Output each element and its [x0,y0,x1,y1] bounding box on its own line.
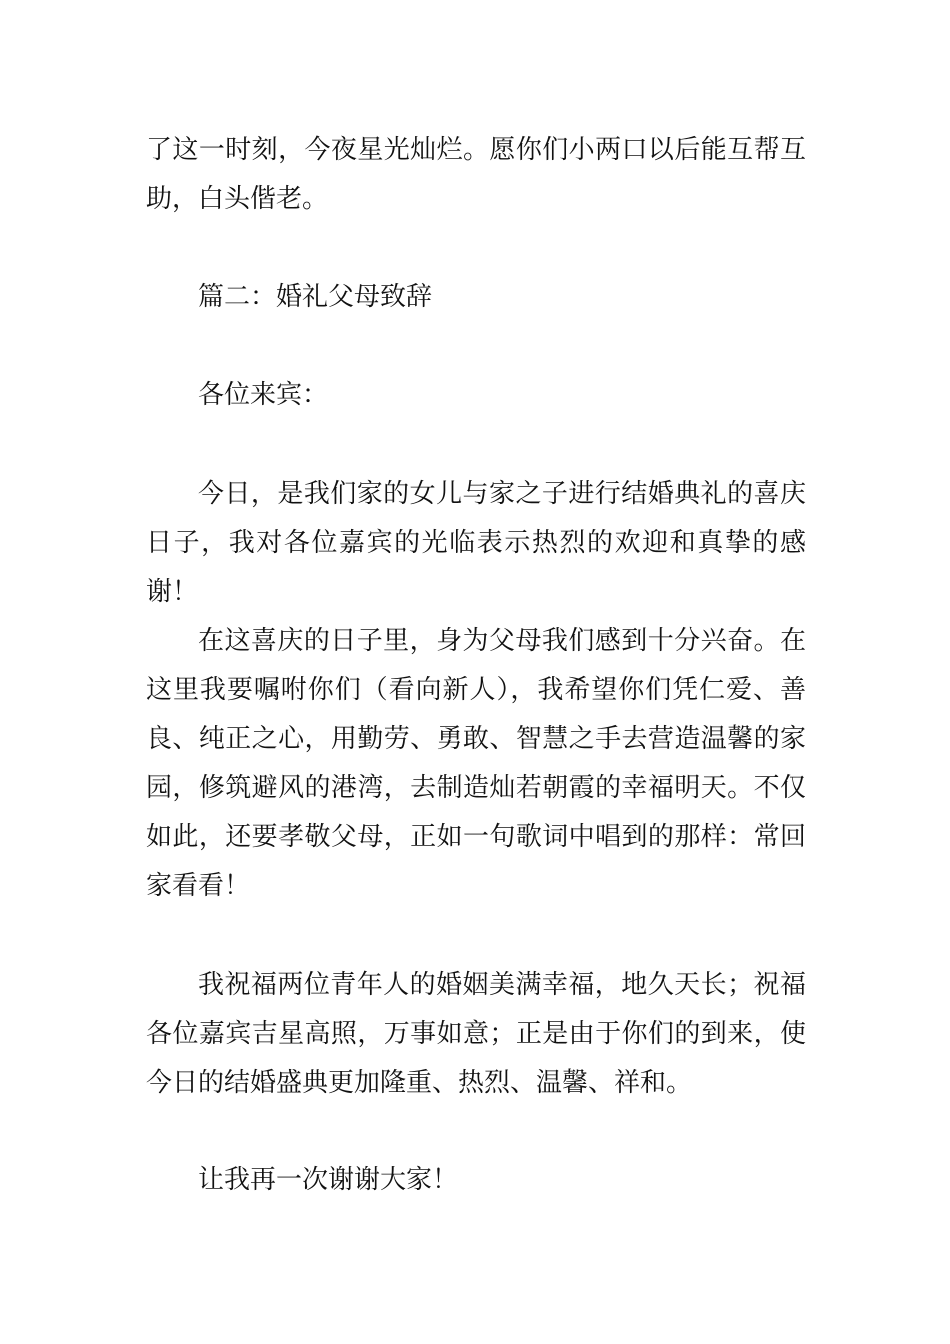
paragraph-welcome: 今日，是我们家的女儿与家之子进行结婚典礼的喜庆日子，我对各位嘉宾的光临表示热烈的欢迎和真挚的感谢！ [146,479,806,607]
paragraph-advice: 在这喜庆的日子里，身为父母我们感到十分兴奋。在这里我要嘱咐你们（看向新人），我希望你们凭仁爱、善良、纯正之心，用勤劳、勇敢、智慧之手去营造温馨的家园，修筑避风的港湾，去制造灿若朝霞的幸福明天。不仅如此，还要孝敬父母，正如一句歌词中唱到的那样：常回家看看！ [146,626,806,901]
paragraph-thanks: 让我再一次谢谢大家！ [198,1165,459,1195]
paragraph-continuation: 了这一时刻，今夜星光灿烂。愿你们小两口以后能互帮互助，白头偕老。 [146,135,806,214]
paragraph-blessing: 我祝福两位青年人的婚姻美满幸福，地久天长；祝福各位嘉宾吉星高照，万事如意；正是由于你们的到来，使今日的结婚盛典更加隆重、热烈、温馨、祥和。 [146,970,806,1098]
section-heading: 篇二：婚礼父母致辞 [198,282,433,312]
salutation: 各位来宾： [198,380,329,410]
